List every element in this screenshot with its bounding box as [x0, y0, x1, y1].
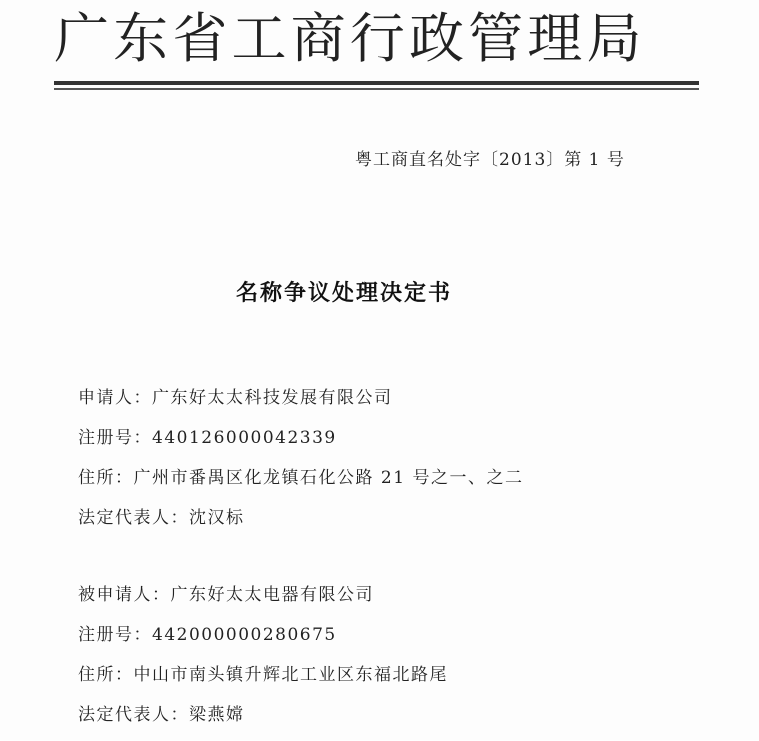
respondent-name-line: [78, 581, 718, 621]
respondent-name: 广东好太太电器有限公司: [170, 585, 374, 605]
applicant-name-line: [78, 384, 718, 424]
applicant-reg-line: [78, 424, 718, 464]
document-title: 名称争议处理决定书: [236, 280, 453, 306]
applicant-rep-label: 法定代表人：: [78, 508, 189, 528]
respondent-name-label: 被申请人：: [78, 585, 171, 605]
applicant-name: 广东好太太科技发展有限公司: [152, 388, 393, 408]
masthead-rule-thin: [54, 88, 699, 90]
respondent-reg-number: 442000000280675: [152, 625, 337, 645]
respondent-rep-label: 法定代表人：: [78, 705, 189, 725]
document-number: 粤工商直名处字〔2013〕第 1 号: [355, 150, 625, 170]
applicant-reg-number: 440126000042339: [152, 428, 337, 448]
respondent-reg-label: 注册号：: [78, 625, 152, 645]
applicant-rep-line: [78, 504, 718, 544]
respondent-legal-representative: 梁燕嫦: [189, 705, 245, 725]
applicant-address: 广州市番禺区化龙镇石化公路 21 号之一、之二: [133, 468, 524, 488]
agency-masthead: 广东省工商行政管理局: [54, 7, 646, 70]
masthead-rule-thick: [54, 81, 699, 85]
applicant-address-line: [78, 464, 718, 504]
respondent-rep-line: [78, 701, 718, 741]
respondent-section: [78, 581, 718, 741]
respondent-address: 中山市南头镇升辉北工业区东福北路尾: [133, 665, 448, 685]
applicant-legal-representative: 沈汉标: [189, 508, 245, 528]
applicant-name-label: 申请人：: [78, 388, 152, 408]
applicant-reg-label: 注册号：: [78, 428, 152, 448]
applicant-address-label: 住所：: [78, 468, 134, 488]
applicant-section: [78, 384, 718, 544]
respondent-reg-line: [78, 621, 718, 661]
respondent-address-line: [78, 661, 718, 701]
respondent-address-label: 住所：: [78, 665, 134, 685]
